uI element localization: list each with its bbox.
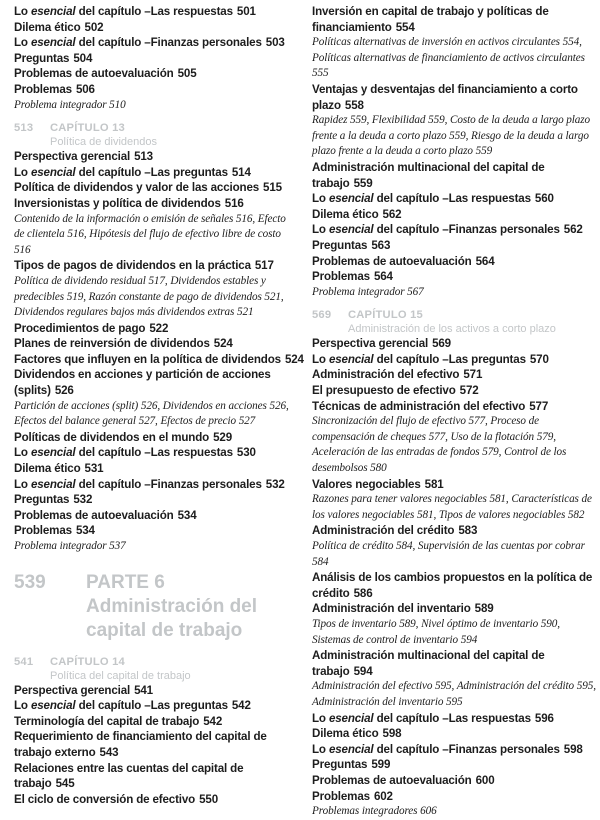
- toc-entry: [312, 269, 596, 285]
- toc-entry: [14, 51, 298, 67]
- entry-title: Dilema ético: [312, 207, 379, 221]
- entry-page-number: 543: [99, 745, 119, 759]
- toc-entry: [14, 698, 298, 714]
- toc-left-column: [14, 4, 304, 807]
- entry-title: Problemas de autoevaluación: [312, 773, 472, 787]
- toc-entry: [14, 4, 298, 20]
- entry-title: Terminología del capital de trabajo: [14, 714, 200, 728]
- entry-title: Problemas: [312, 789, 370, 803]
- chapter-title: Política de dividendos: [50, 136, 158, 149]
- entry-page-number: 501: [236, 5, 256, 18]
- chapter-head-line: [14, 121, 298, 136]
- toc-entry: [14, 196, 298, 212]
- entry-emphasis: esencial: [30, 699, 76, 713]
- toc-subtopics: Rapidez 559, Flexibilidad 559, Costo de la deuda a largo plazo frente a la deuda a corto plazo 559, Riesgo de la deuda a largo plazo frente a la deuda a corto plazo 559: [312, 114, 591, 158]
- toc-entry: [312, 648, 596, 679]
- toc-entry: [14, 430, 298, 446]
- entry-page-number: 524: [284, 352, 304, 366]
- toc-entry: [312, 399, 596, 415]
- toc-entry: [312, 160, 596, 191]
- entry-page-number: 594: [353, 664, 373, 678]
- entry-page-number: 599: [371, 758, 391, 772]
- entry-title: Administración multinacional del capital de trabajo: [312, 649, 545, 678]
- entry-page-number: 516: [224, 196, 244, 210]
- toc-subtopics: Tipos de inventario 589, Nivel óptimo de inventario 590, Sistemas de control de inventario 594: [312, 617, 560, 646]
- chapter-title: Política del capital de trabajo: [50, 669, 191, 682]
- entry-title: Problemas: [312, 270, 370, 284]
- entry-page-number: 517: [254, 259, 274, 273]
- toc-entry: [14, 492, 298, 508]
- entry-page-number: 534: [177, 508, 197, 522]
- toc-entry: [14, 761, 298, 792]
- toc-entry: [312, 601, 596, 617]
- entry-page-number: 572: [459, 384, 479, 398]
- entry-title: Requerimiento de financiamiento del capital de trabajo externo: [14, 730, 267, 759]
- toc-subtopics: Razones para tener valores negociables 581, Características de los valores negociables 581, Tipos de valores negociables 582: [312, 493, 592, 521]
- entry-title: Problemas: [14, 524, 72, 538]
- entry-title: Inversionistas y política de dividendos: [14, 196, 221, 210]
- entry-page-number: 589: [474, 602, 494, 616]
- entry-page-number: 586: [353, 586, 373, 600]
- entry-page-number: 558: [344, 98, 364, 112]
- entry-page-number: 524: [213, 337, 233, 351]
- entry-page-number: 564: [373, 270, 393, 284]
- toc-entry: [14, 352, 304, 368]
- entry-prefix: Lo: [312, 352, 329, 366]
- part-head-line: [14, 571, 298, 595]
- entry-page-number: 550: [199, 792, 219, 806]
- toc-entry: [312, 336, 596, 352]
- entry-emphasis: esencial: [30, 165, 76, 179]
- entry-title: Dilema ético: [312, 727, 379, 741]
- entry-prefix: Lo: [14, 699, 31, 713]
- entry-page-number: 542: [203, 714, 223, 728]
- entry-title: Procedimientos de pago: [14, 321, 146, 335]
- chapter-head-line: [312, 308, 596, 323]
- entry-title: del capítulo –Las respuestas: [75, 446, 233, 460]
- toc-subtopics: Partición de acciones (split) 526, Dividendos en acciones 526, Efectos del balance general 527, Efectos de precio 527: [14, 399, 289, 428]
- entry-title: Análisis de los cambios propuestos en la política de crédito: [312, 571, 593, 600]
- toc-subtopics: Problema integrador 567: [312, 285, 424, 298]
- part-title: Administración del capital de trabajo: [86, 595, 258, 641]
- toc-entry: [312, 523, 596, 539]
- entry-page-number: 522: [149, 321, 169, 335]
- toc-entry: [14, 180, 298, 196]
- entry-title: del capítulo –Finanzas personales: [75, 477, 262, 491]
- entry-page-number: 569: [432, 337, 451, 351]
- entry-title: del capítulo –Finanzas personales: [75, 36, 262, 50]
- toc-subtopics: Política de crédito 584, Supervisión de las cuentas por cobrar 584: [312, 540, 585, 568]
- toc-entry: [14, 258, 298, 274]
- entry-title: Administración del efectivo: [312, 368, 460, 382]
- toc-entry: [14, 66, 298, 82]
- chapter-title: Administración de los activos a corto plazo: [348, 323, 556, 336]
- entry-page-number: 506: [75, 82, 95, 96]
- toc-entry: [14, 367, 298, 398]
- entry-page-number: 541: [134, 683, 153, 697]
- entry-title: Perspectiva gerencial: [312, 337, 429, 351]
- entry-page-number: 542: [231, 699, 251, 713]
- toc-entry: [312, 757, 596, 773]
- entry-page-number: 554: [395, 20, 415, 34]
- entry-page-number: 577: [529, 399, 549, 413]
- toc-entry: [14, 714, 298, 730]
- entry-page-number: 563: [371, 238, 391, 252]
- toc-entry: [14, 523, 298, 539]
- entry-emphasis: esencial: [328, 352, 374, 366]
- toc-subtopics: Problema integrador 537: [14, 540, 126, 552]
- entry-emphasis: esencial: [328, 742, 374, 756]
- entry-page-number: 545: [55, 777, 75, 791]
- entry-title: Preguntas: [14, 493, 70, 507]
- chapter-heading: [14, 655, 298, 683]
- entry-page-number: 530: [236, 446, 256, 460]
- toc-entry: [14, 445, 298, 461]
- entry-title: Inversión en capital de trabajo y políticas de financiamiento: [312, 5, 549, 34]
- entry-title: Dividendos en acciones y partición de acciones (splits): [14, 368, 271, 398]
- entry-title: Problemas de autoevaluación: [14, 508, 174, 522]
- entry-page-number: 504: [73, 51, 93, 65]
- entry-emphasis: esencial: [328, 711, 374, 725]
- entry-emphasis: esencial: [328, 192, 374, 206]
- entry-title: Técnicas de administración del efectivo: [312, 399, 526, 413]
- entry-title: del capítulo –Las preguntas: [373, 352, 526, 366]
- entry-page-number: 598: [382, 727, 402, 741]
- toc-entry: [312, 711, 596, 727]
- toc-subtopics: Administración del efectivo 595, Administración del crédito 595, Administración del inventario 595: [312, 680, 596, 708]
- entry-emphasis: esencial: [30, 446, 76, 460]
- entry-title: del capítulo –Finanzas personales: [373, 223, 560, 237]
- toc-entry: [312, 742, 596, 758]
- entry-emphasis: esencial: [30, 477, 76, 491]
- toc-entry: [14, 35, 298, 51]
- entry-title: Dilema ético: [14, 20, 81, 34]
- entry-page-number: 503: [265, 36, 285, 50]
- toc-entry: [14, 321, 298, 337]
- entry-title: Preguntas: [312, 238, 368, 252]
- entry-prefix: Lo: [14, 446, 31, 460]
- entry-title: El presupuesto de efectivo: [312, 384, 456, 398]
- entry-title: del capítulo –Las preguntas: [75, 165, 228, 179]
- toc-entry: [312, 789, 596, 805]
- toc-entry: [14, 149, 298, 165]
- entry-page-number: 570: [529, 352, 549, 366]
- toc-entry: [312, 191, 596, 207]
- entry-title: El ciclo de conversión de efectivo: [14, 792, 196, 806]
- toc-entry: [312, 207, 596, 223]
- toc-entry: [312, 367, 596, 383]
- entry-page-number: 598: [563, 742, 583, 756]
- toc-entry: [312, 4, 596, 35]
- toc-subtopics: Políticas alternativas de inversión en activos circulantes 554, Políticas alternativas de financiamiento de activos circulantes 555: [312, 36, 585, 80]
- entry-page-number: 596: [534, 711, 554, 725]
- entry-title: Problemas de autoevaluación: [312, 254, 472, 268]
- entry-page-number: 583: [458, 524, 478, 538]
- entry-prefix: Lo: [312, 192, 329, 206]
- part-page-number: 539: [14, 571, 46, 593]
- entry-emphasis: esencial: [30, 5, 76, 18]
- toc-subtopics: Sincronización del flujo de efectivo 577, Proceso de compensación de cheques 577, Uso de la flotación 579, Aceleración de las entradas de fondos 579, Control de los desembolsos 580: [312, 415, 567, 475]
- toc-subtopics: Contenido de la información o emisión de señales 516, Efecto de clientela 516, Hipótesis del flujo de efectivo libre de costo 516: [14, 212, 286, 256]
- entry-title: Valores negociables: [312, 477, 421, 491]
- chapter-page-number: 513: [14, 122, 34, 135]
- toc-entry: [312, 238, 596, 254]
- part-heading: [14, 571, 298, 643]
- entry-page-number: 562: [382, 207, 402, 221]
- entry-page-number: 602: [373, 789, 393, 803]
- toc-subtopics: Problemas integradores 606: [312, 805, 437, 818]
- toc-subtopics: Política de dividendo residual 517, Dividendos estables y predecibles 519, Razón constante de pago de dividendos 521, Dividendos regulares bajos más dividendos extras 521: [14, 274, 284, 319]
- entry-title: del capítulo –Las respuestas: [373, 192, 531, 206]
- entry-page-number: 562: [563, 223, 583, 237]
- toc-entry: [312, 773, 596, 789]
- entry-page-number: 571: [463, 368, 483, 382]
- entry-prefix: Lo: [312, 711, 329, 725]
- entry-title: Perspectiva gerencial: [14, 683, 131, 697]
- entry-page-number: 581: [424, 477, 444, 491]
- entry-page-number: 532: [73, 493, 93, 507]
- chapter-label: CAPÍTULO 14: [50, 655, 125, 668]
- toc-entry: [14, 20, 298, 36]
- entry-title: Administración del crédito: [312, 524, 455, 538]
- entry-page-number: 513: [134, 150, 153, 164]
- toc-right-column: [312, 4, 596, 820]
- toc-entry: [312, 254, 596, 270]
- entry-title: Ventajas y desventajas del financiamiento a corto plazo: [312, 82, 578, 112]
- entry-prefix: Lo: [312, 742, 329, 756]
- entry-emphasis: esencial: [328, 223, 374, 237]
- toc-entry: [14, 792, 298, 808]
- entry-page-number: 564: [475, 254, 495, 268]
- entry-title: del capítulo –Las respuestas: [75, 5, 233, 18]
- entry-page-number: 534: [75, 524, 95, 538]
- entry-page-number: 531: [84, 462, 104, 476]
- entry-page-number: 526: [54, 384, 74, 398]
- entry-title: Preguntas: [14, 51, 70, 65]
- chapter-page-number: 569: [312, 309, 332, 322]
- entry-page-number: 600: [475, 773, 495, 787]
- entry-prefix: Lo: [14, 477, 31, 491]
- chapter-heading: [14, 121, 298, 149]
- chapter-label: CAPÍTULO 15: [348, 309, 423, 322]
- toc-entry: [14, 729, 298, 760]
- entry-page-number: 532: [265, 477, 285, 491]
- entry-emphasis: esencial: [30, 36, 76, 50]
- entry-title: del capítulo –Las respuestas: [373, 711, 531, 725]
- toc-entry: [312, 222, 596, 238]
- toc-entry: [14, 336, 298, 352]
- entry-page-number: 559: [353, 176, 373, 190]
- toc-entry: [312, 352, 596, 368]
- entry-title: Factores que influyen en la política de dividendos: [14, 352, 281, 366]
- entry-title: Tipos de pagos de dividendos en la práctica: [14, 259, 251, 273]
- entry-title: Administración multinacional del capital de trabajo: [312, 160, 545, 190]
- toc-entry: [312, 82, 596, 113]
- entry-page-number: 529: [213, 430, 233, 444]
- toc-entry: [312, 383, 596, 399]
- toc-subtopics: Problema integrador 510: [14, 98, 126, 111]
- entry-title: Políticas de dividendos en el mundo: [14, 430, 210, 444]
- toc-entry: [312, 570, 596, 601]
- entry-title: del capítulo –Las preguntas: [75, 699, 228, 713]
- chapter-heading: [312, 308, 596, 336]
- chapter-page-number: 541: [14, 655, 34, 668]
- entry-prefix: Lo: [312, 223, 329, 237]
- entry-page-number: 560: [534, 192, 554, 206]
- toc-entry: [14, 683, 298, 699]
- toc-entry: [14, 165, 298, 181]
- toc-entry: [312, 726, 596, 742]
- entry-title: Política de dividendos y valor de las acciones: [14, 181, 260, 195]
- entry-title: Problemas: [14, 82, 72, 96]
- entry-page-number: 505: [177, 67, 197, 81]
- chapter-label: CAPÍTULO 13: [50, 122, 125, 135]
- part-label: PARTE 6: [86, 571, 165, 593]
- toc-entry: [14, 461, 298, 477]
- entry-title: Dilema ético: [14, 462, 81, 476]
- entry-title: Relaciones entre las cuentas del capital de trabajo: [14, 761, 244, 791]
- entry-title: Preguntas: [312, 758, 368, 772]
- toc-entry: [14, 477, 298, 493]
- entry-prefix: Lo: [14, 5, 31, 18]
- entry-title: del capítulo –Finanzas personales: [373, 742, 560, 756]
- chapter-head-line: [14, 655, 298, 670]
- toc-entry: [312, 477, 596, 493]
- entry-title: Perspectiva gerencial: [14, 150, 131, 164]
- entry-prefix: Lo: [14, 165, 31, 179]
- entry-title: Problemas de autoevaluación: [14, 67, 174, 81]
- entry-page-number: 515: [263, 181, 282, 195]
- entry-title: Administración del inventario: [312, 602, 471, 616]
- toc-entry: [14, 508, 298, 524]
- entry-prefix: Lo: [14, 36, 31, 50]
- toc-entry: [14, 82, 298, 98]
- entry-title: Planes de reinversión de dividendos: [14, 337, 210, 351]
- entry-page-number: 514: [231, 165, 251, 179]
- entry-page-number: 502: [84, 20, 104, 34]
